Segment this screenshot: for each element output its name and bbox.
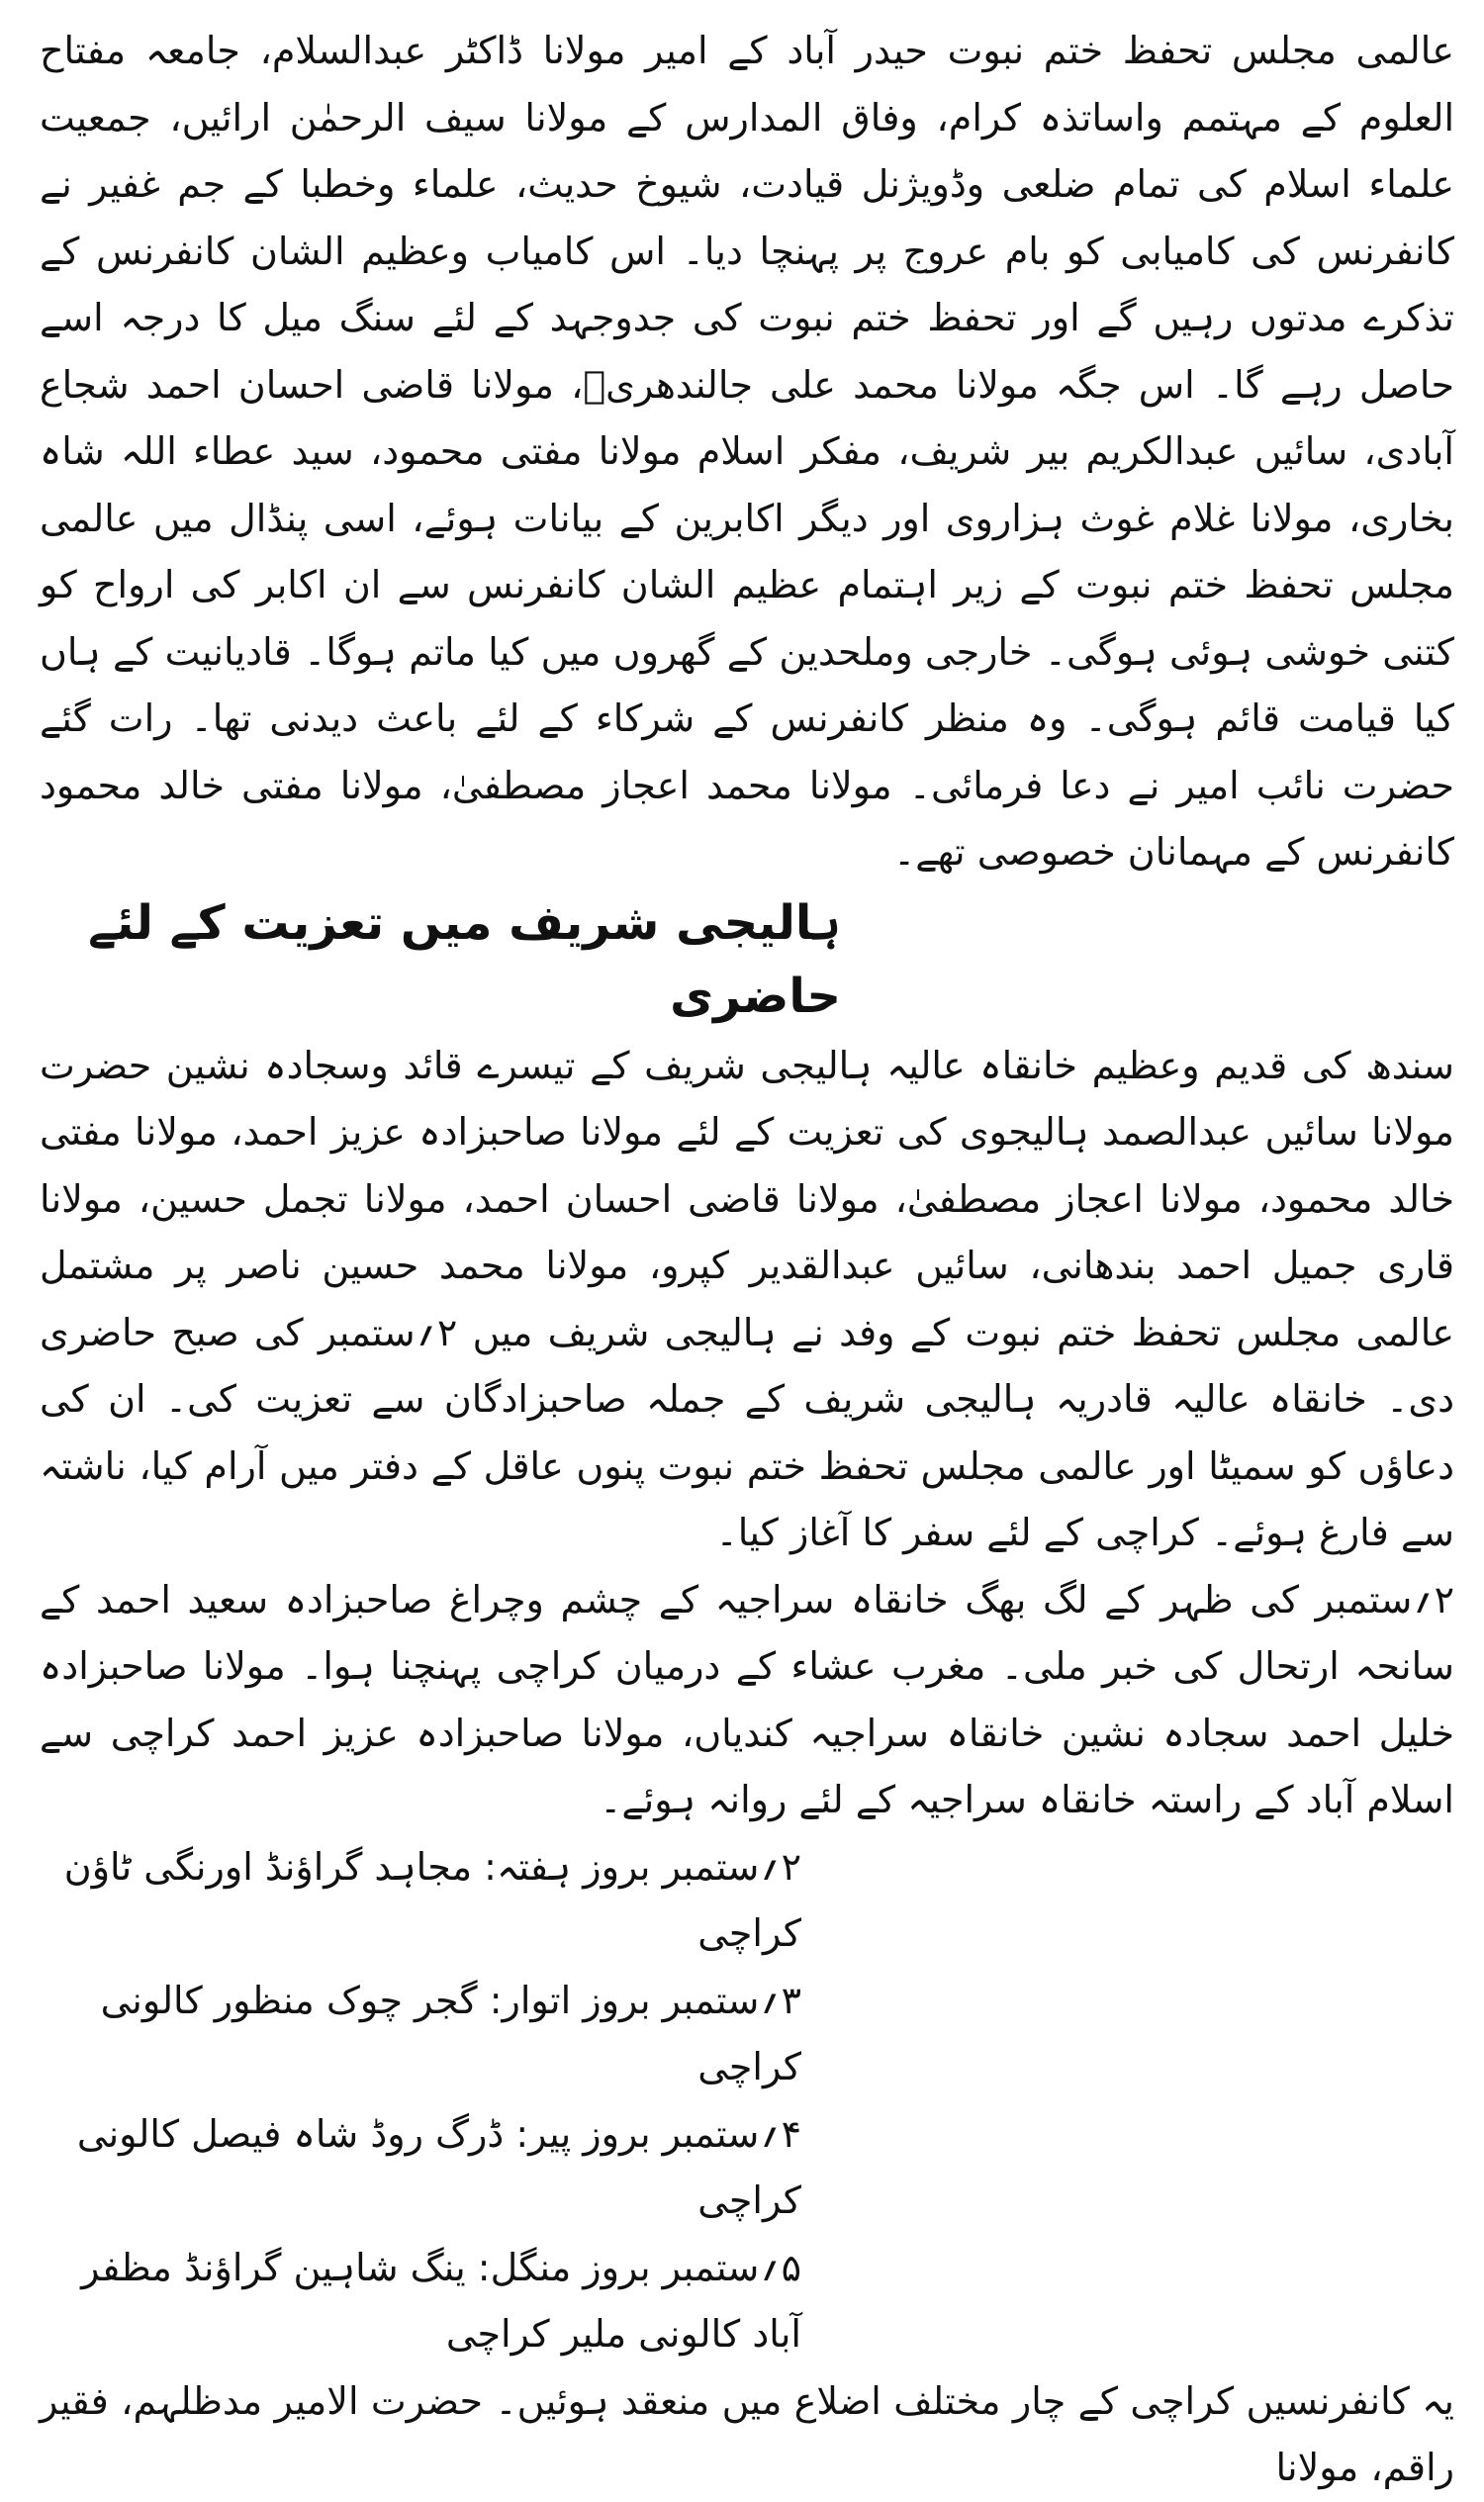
section-heading-hala-visit: ہالیجی شریف میں تعزیت کے لئے حاضری <box>88 894 841 1024</box>
paragraph-closing: یہ کانفرنسیں کراچی کے چار مختلف اضلاع میں منعقد ہوئیں۔ حضرت الامیر مدظلہم، فقیر راقم، مولانا <box>40 2378 1454 2489</box>
schedule-item: ۳؍ستمبر بروز اتوار: گجر چوک منظور کالونی کراچی <box>100 1978 801 2088</box>
paragraph-condolence-visit: سندھ کی قدیم وعظیم خانقاہ عالیہ ہالیجی شریف کے تیسرے قائد وسجادہ نشین حضرت مولانا سائیں عبدالصمد ہالیجوی کی تعزیت کے لئے مولانا صاحبزادہ عزیز احمد، مولانا مفتی خالد محمود، مولانا اعجاز مصطفیٰ، مولانا قاضی احسان احمد، مولانا تجمل حسین، مولانا قاری جمیل احمد بندھانی، سائیں عبدالقدیر کپرو، مولانا محمد حسین ناصر پر مشتمل عالمی مجلس تحفظ ختم نبوت کے وفد نے ہالیجی شریف میں ۲؍ستمبر کی صبح حاضری دی۔ خانقاہ عالیہ قادریہ ہالیجی شریف کے جملہ صاحبزادگان سے تعزیت کی۔ ان کی دعاؤں کو سمیٹا اور عالمی مجلس تحفظ ختم نبوت پنوں عاقل کے دفتر میں آرام کیا، ناشتہ سے فارغ ہوئے۔ کراچی کے لئے سفر کا آغاز کیا۔ <box>40 1043 1454 1554</box>
schedule-item: ۲؍ستمبر بروز ہفتہ: مجاہد گراؤنڈ اورنگی ٹاؤن کراچی <box>63 1844 801 1955</box>
conference-schedule-list <box>40 1834 1454 2368</box>
paragraph-journey-news: ۲؍ستمبر کی ظہر کے لگ بھگ خانقاہ سراجیہ کے چشم وچراغ صاحبزادہ سعید احمد کے سانحہ ارتحال کی خبر ملی۔ مغرب عشاء کے درمیان کراچی پہنچنا ہوا۔ مولانا صاحبزادہ خلیل احمد سجادہ نشین خانقاہ سراجیہ کندیاں، مولانا صاحبزادہ عزیز احمد کراچی سے اسلام آباد کے راستہ خانقاہ سراجیہ کے لئے روانہ ہوئے۔ <box>40 1577 1454 1821</box>
document-page <box>40 18 1454 2502</box>
schedule-item: ۴؍ستمبر بروز پیر: ڈرگ روڈ شاہ فیصل کالونی کراچی <box>76 2111 801 2222</box>
schedule-item: ۵؍ستمبر بروز منگل: ینگ شاہین گراؤنڈ مظفر آباد کالونی ملیر کراچی <box>81 2245 801 2356</box>
paragraph-conference-summary: عالمی مجلس تحفظ ختم نبوت حیدر آباد کے امیر مولانا ڈاکٹر عبدالسلام، جامعہ مفتاح العلوم کے مہتمم واساتذہ کرام، وفاق المدارس کے مولانا سیف الرحمٰن ارائیں، جمعیت علماء اسلام کی تمام ضلعی وڈویژنل قیادت، شیوخ حدیث، علماء وخطبا کے جم غفیر نے کانفرنس کی کامیابی کو بام عروج پر پہنچا دیا۔ اس کامیاب وعظیم الشان کانفرنس کے تذکرے مدتوں رہیں گے اور تحفظ ختم نبوت کی جدوجہد کے لئے سنگ میل کا درجہ اسے حاصل رہے گا۔ اس جگہ مولانا محمد علی جالندھریؒ، مولانا قاضی احسان احمد شجاع آبادی، سائیں عبدالکریم بیر شریف، مفکر اسلام مولانا مفتی محمود، سید عطاء اللہ شاہ بخاری، مولانا غلام غوث ہزاروی اور دیگر اکابرین کے بیانات ہوئے، اسی پنڈال میں عالمی مجلس تحفظ ختم نبوت کے زیر اہتمام عظیم الشان کانفرنس سے ان اکابر کی ارواح کو کتنی خوشی ہوئی ہوگی۔ خارجی وملحدین کے گھروں میں کیا ماتم ہوگا۔ قادیانیت کے ہاں کیا قیامت قائم ہوگی۔ وہ منظر کانفرنس کے شرکاء کے لئے باعث دیدنی تھا۔ رات گئے حضرت نائب امیر نے دعا فرمائی۔ مولانا محمد اعجاز مصطفیٰ، مولانا مفتی خالد محمود کانفرنس کے مہمانان خصوصی تھے۔ <box>40 29 1454 874</box>
